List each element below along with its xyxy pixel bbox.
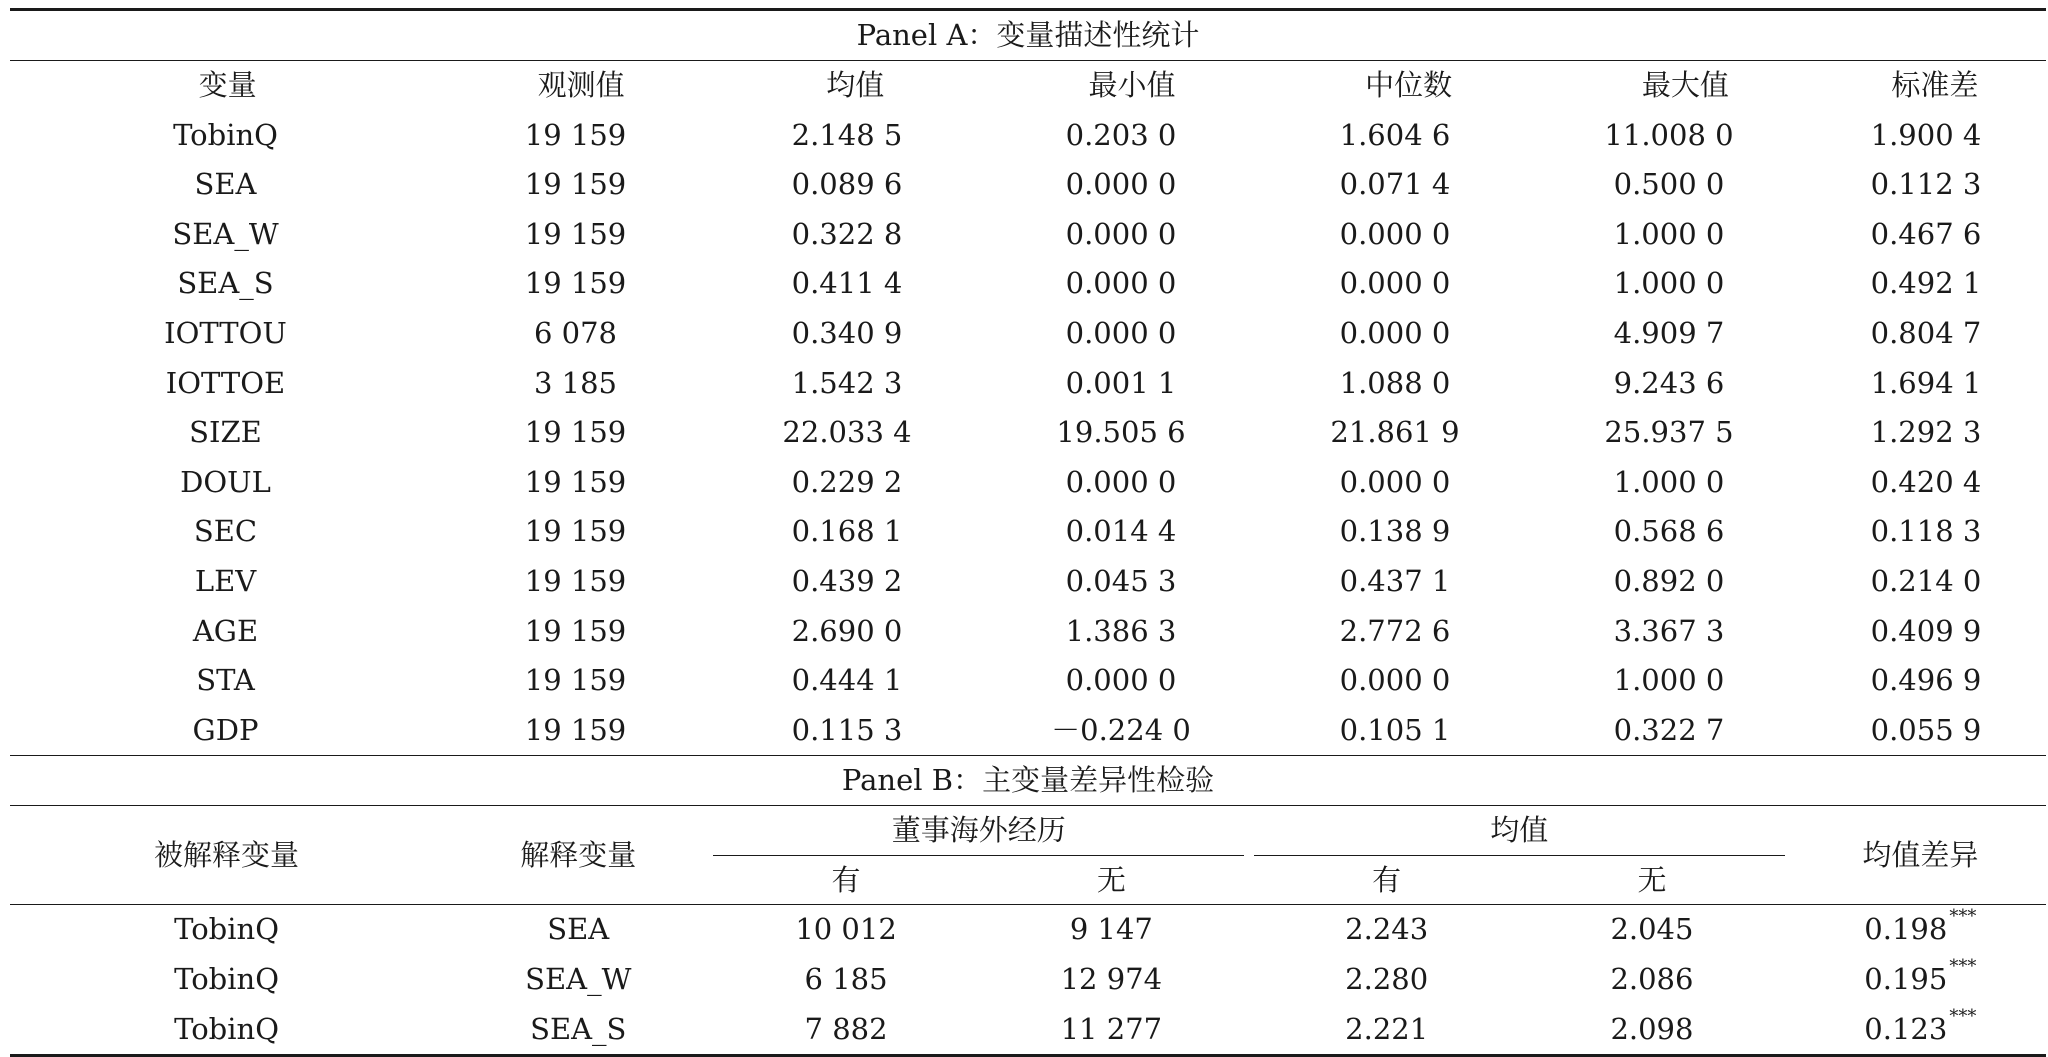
cell-observations: 19 159 (524, 464, 627, 499)
cell-observations: 19 159 (524, 563, 627, 598)
cell-observations: 6 078 (533, 315, 618, 350)
cell-mean: 0.439 2 (791, 563, 903, 598)
cell-min: 0.000 0 (1065, 464, 1177, 499)
cell-variable: LEV (194, 563, 257, 598)
table-row (10, 458, 2046, 508)
cell-median: 1.088 0 (1339, 365, 1451, 400)
header-gap-1 (1244, 806, 1254, 856)
cell-dependent: TobinQ (174, 912, 279, 947)
cell-explanatory: SEA_S (443, 1005, 713, 1056)
cell-variable: SIZE (189, 415, 262, 450)
cell-mean-yes: 2.221 (1254, 1005, 1519, 1056)
cell-mean-difference (1795, 905, 2046, 955)
cell-observations: 19 159 (524, 216, 627, 251)
cell-count-no: 9 147 (1069, 912, 1153, 947)
difference-value: 0.198 (1864, 912, 1948, 947)
cell-mean: 0.444 1 (791, 663, 903, 698)
cell-mean-difference (1795, 1005, 2046, 1056)
cell-std: 1.900 4 (1870, 117, 1982, 152)
header-variable: 变量 (10, 61, 445, 111)
cell-median: 0.071 4 (1339, 167, 1451, 202)
cell-variable: AGE (192, 613, 259, 648)
cell-mean: 0.340 9 (791, 315, 903, 350)
cell-observations: 19 159 (524, 613, 627, 648)
header-explanatory-variable: 解释变量 (443, 806, 713, 905)
cell-explanatory: SEA_W (525, 961, 632, 996)
table-row (10, 408, 2046, 458)
cell-std: 0.496 9 (1870, 663, 1982, 698)
cell-max: 1.000 0 (1613, 216, 1725, 251)
table-row (10, 706, 2046, 756)
cell-observations: 19 159 (524, 266, 627, 301)
table-row (10, 607, 2046, 657)
cell-std: 0.420 4 (1870, 464, 1982, 499)
cell-mean: 2.690 0 (791, 613, 903, 648)
cell-variable: SEA (194, 167, 257, 202)
cell-variable: SEA_W (172, 216, 279, 251)
cell-mean: 0.322 8 (791, 216, 903, 251)
cell-max: 0.568 6 (1613, 514, 1725, 549)
panel-b-title: Panel B：主变量差异性检验 (10, 756, 2046, 806)
cell-mean: 0.115 3 (791, 712, 903, 747)
cell-observations: 19 159 (524, 514, 627, 549)
cell-min: 0.000 0 (1065, 315, 1177, 350)
cell-std: 0.467 6 (1870, 216, 1982, 251)
cell-count-yes: 10 012 (795, 912, 897, 947)
cell-observations: 19 159 (524, 117, 627, 152)
cell-variable: DOUL (180, 464, 271, 499)
cell-variable: STA (196, 663, 255, 698)
header-mean-no: 无 (1519, 856, 1784, 905)
cell-gap (1785, 905, 1795, 955)
cell-variable: SEA_S (177, 266, 274, 301)
cell-min: 19.505 6 (1056, 415, 1186, 450)
cell-min: 1.386 3 (1065, 613, 1177, 648)
header-group-mean: 均值 (1254, 806, 1785, 856)
header-gap-2 (1785, 806, 1795, 856)
cell-median: 1.604 6 (1339, 117, 1451, 152)
cell-median: 0.000 0 (1339, 315, 1451, 350)
header-mean-difference: 均值差异 (1795, 806, 2046, 905)
cell-max: 11.008 0 (1604, 117, 1734, 152)
cell-variable: SEC (193, 514, 258, 549)
header-std: 标准差 (1824, 61, 2046, 111)
cell-observations: 3 185 (533, 365, 618, 400)
cell-gap (1244, 905, 1254, 955)
cell-max: 1.000 0 (1613, 266, 1725, 301)
cell-mean-no: 2.098 (1519, 1005, 1784, 1056)
cell-explanatory: SEA (547, 912, 610, 947)
cell-count-no: 11 277 (979, 1005, 1244, 1056)
cell-dependent: TobinQ (10, 1005, 443, 1056)
table-row (10, 507, 2046, 557)
cell-min: 0.000 0 (1065, 216, 1177, 251)
statistics-table-container (10, 8, 2046, 1057)
cell-std: 0.112 3 (1870, 167, 1982, 202)
cell-median: 0.105 1 (1339, 712, 1451, 747)
cell-variable: GDP (192, 712, 259, 747)
panel-b-header-row-1 (10, 806, 2046, 856)
table-row (10, 955, 2046, 1005)
cell-mean: 1.542 3 (791, 365, 903, 400)
cell-mean-difference (1795, 955, 2046, 1005)
cell-median: 0.000 0 (1339, 663, 1451, 698)
cell-std: 1.694 1 (1870, 365, 1982, 400)
header-min: 最小值 (994, 61, 1271, 111)
difference-value: 0.123 (1864, 1011, 1948, 1046)
cell-max: 1.000 0 (1613, 663, 1725, 698)
cell-std: 1.292 3 (1870, 415, 1982, 450)
header-gap-4 (1785, 856, 1795, 905)
significance-stars: *** (1949, 1005, 1977, 1027)
panel-b-table (10, 755, 2046, 1057)
cell-count-yes: 7 882 (713, 1005, 978, 1056)
cell-min: 0.001 1 (1065, 365, 1177, 400)
cell-mean: 22.033 4 (782, 415, 912, 450)
cell-observations: 19 159 (524, 415, 627, 450)
cell-max: 4.909 7 (1613, 315, 1725, 350)
table-row (10, 210, 2046, 260)
header-dependent-variable: 被解释变量 (10, 806, 443, 905)
panel-b-title-row (10, 756, 2046, 806)
cell-count-yes: 6 185 (804, 961, 888, 996)
cell-min: 0.203 0 (1065, 117, 1177, 152)
cell-observations: 19 159 (524, 167, 627, 202)
cell-max: 1.000 0 (1613, 464, 1725, 499)
table-row (10, 309, 2046, 359)
cell-gap (1785, 1005, 1795, 1056)
cell-max: 0.892 0 (1613, 563, 1725, 598)
table-row (10, 160, 2046, 210)
cell-mean-no: 2.086 (1610, 961, 1694, 996)
cell-gap (1785, 955, 1795, 1005)
cell-max: 3.367 3 (1613, 613, 1725, 648)
difference-value: 0.195 (1864, 961, 1948, 996)
header-mean-yes: 有 (1254, 856, 1519, 905)
significance-stars: *** (1949, 906, 1977, 928)
cell-mean-yes: 2.243 (1345, 912, 1429, 947)
panel-a-body (10, 111, 2046, 756)
cell-min: 0.000 0 (1065, 663, 1177, 698)
cell-max: 0.322 7 (1613, 712, 1725, 747)
cell-median: 0.000 0 (1339, 216, 1451, 251)
cell-std: 0.055 9 (1870, 712, 1982, 747)
cell-median: 2.772 6 (1339, 613, 1451, 648)
cell-mean: 0.089 6 (791, 167, 903, 202)
cell-variable: IOTTOE (165, 365, 286, 400)
cell-median: 0.000 0 (1339, 464, 1451, 499)
cell-median: 0.138 9 (1339, 514, 1451, 549)
cell-std: 0.804 7 (1870, 315, 1982, 350)
cell-std: 0.409 9 (1870, 613, 1982, 648)
cell-gap (1244, 955, 1254, 1005)
statistics-table (10, 8, 2046, 111)
table-row (10, 111, 2046, 161)
cell-std: 0.492 1 (1870, 266, 1982, 301)
cell-gap (1244, 1005, 1254, 1056)
cell-dependent: TobinQ (174, 961, 279, 996)
header-mean: 均值 (717, 61, 994, 111)
cell-min: －0.224 0 (1051, 712, 1191, 747)
cell-max: 25.937 5 (1604, 415, 1734, 450)
header-experience-yes: 有 (713, 856, 978, 905)
cell-min: 0.000 0 (1065, 167, 1177, 202)
cell-mean: 0.168 1 (791, 514, 903, 549)
cell-observations: 19 159 (524, 712, 627, 747)
table-row (10, 656, 2046, 706)
table-row (10, 1005, 2046, 1056)
cell-max: 9.243 6 (1613, 365, 1725, 400)
header-gap-3 (1244, 856, 1254, 905)
cell-median: 0.437 1 (1339, 563, 1451, 598)
cell-min: 0.000 0 (1065, 266, 1177, 301)
table-row (10, 359, 2046, 409)
header-overseas-experience: 董事海外经历 (713, 806, 1244, 856)
cell-median: 0.000 0 (1339, 266, 1451, 301)
table-row (10, 905, 2046, 955)
cell-mean: 0.229 2 (791, 464, 903, 499)
table-row (10, 557, 2046, 607)
cell-mean: 2.148 5 (791, 117, 903, 152)
cell-std: 0.214 0 (1870, 563, 1982, 598)
cell-min: 0.045 3 (1065, 563, 1177, 598)
header-experience-no: 无 (979, 856, 1244, 905)
header-median: 中位数 (1270, 61, 1547, 111)
cell-max: 0.500 0 (1613, 167, 1725, 202)
panel-a-header-row (10, 61, 2046, 111)
panel-a-title: Panel A：变量描述性统计 (10, 10, 2046, 61)
cell-mean: 0.411 4 (791, 266, 903, 301)
cell-mean-no: 2.045 (1610, 912, 1694, 947)
cell-count-no: 12 974 (1060, 961, 1163, 996)
table-row (10, 259, 2046, 309)
cell-observations: 19 159 (524, 663, 627, 698)
cell-min: 0.014 4 (1065, 514, 1177, 549)
cell-variable: TobinQ (173, 117, 278, 152)
header-observations: 观测值 (445, 61, 717, 111)
header-max: 最大值 (1547, 61, 1824, 111)
cell-mean-yes: 2.280 (1345, 961, 1429, 996)
cell-variable: IOTTOU (164, 315, 287, 350)
cell-std: 0.118 3 (1870, 514, 1982, 549)
cell-median: 21.861 9 (1330, 415, 1460, 450)
significance-stars: *** (1949, 955, 1977, 977)
panel-a-title-row (10, 10, 2046, 61)
